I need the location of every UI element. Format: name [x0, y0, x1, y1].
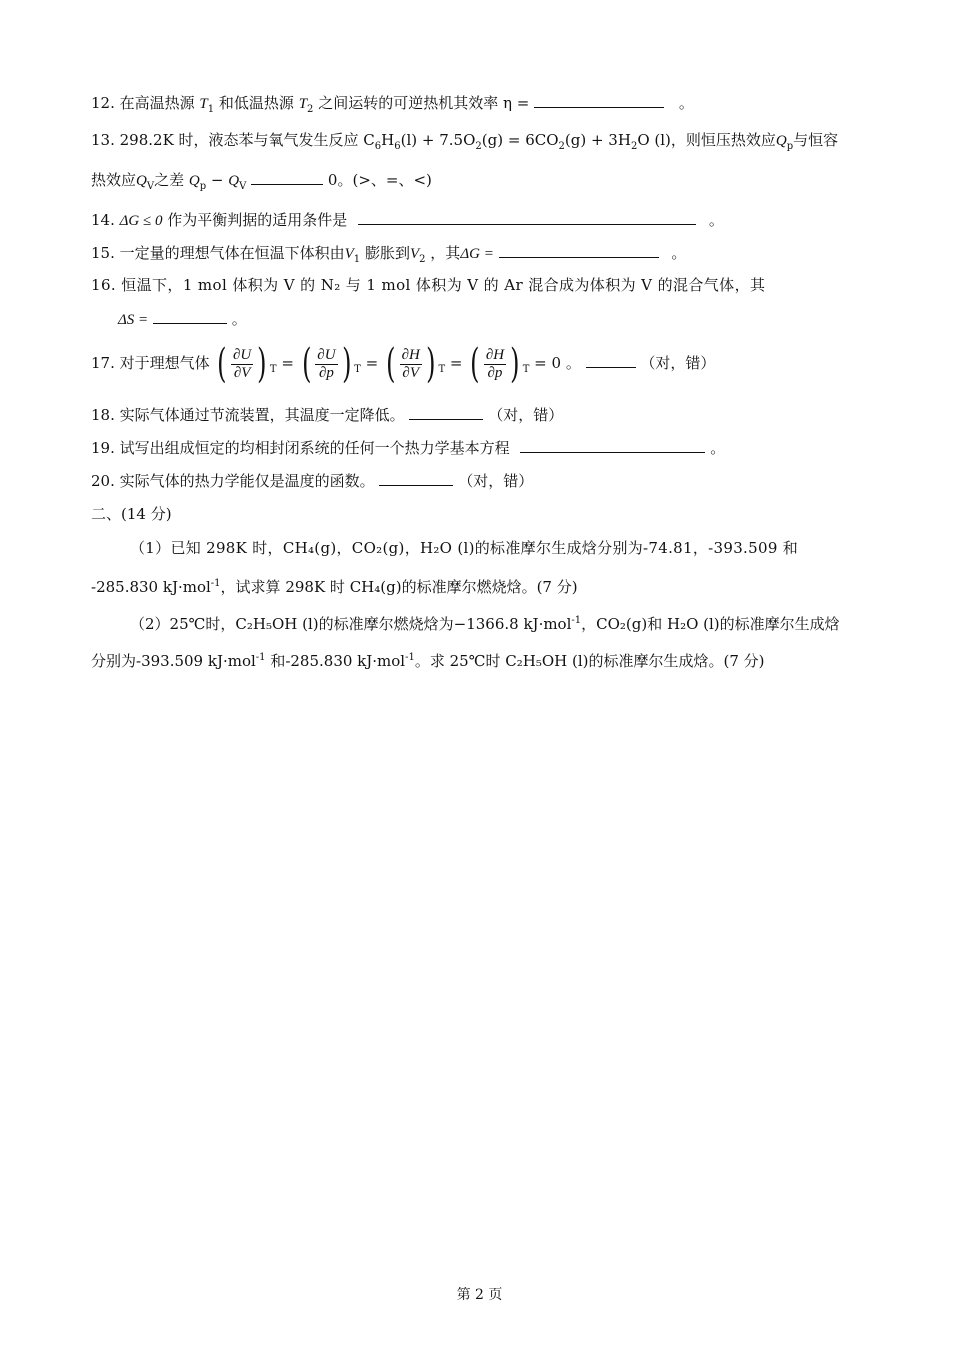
section-2-title: 二、(14 分): [91, 505, 172, 523]
answer-blank-15[interactable]: [499, 243, 659, 258]
page-number: 第 2 页: [456, 1287, 503, 1303]
question-20: 20. 实际气体的热力学能仅是温度的函数。 （对，错）: [91, 472, 534, 490]
answer-blank-19[interactable]: [520, 438, 705, 453]
question-14: 14. ΔG ≤ 0 作为平衡判据的适用条件是 。: [91, 211, 724, 229]
problem-2-line1: （2）25℃时，C₂H₅OH (l)的标准摩尔燃烧焓为−1366.8 kJ·mol$^{-1}$，CO₂(g)和 H₂O (l)的标准摩尔生成焓: [130, 615, 840, 633]
question-15: 15. 一定量的理想气体在恒温下体积由$V_1$ 膨胀到$V_2$ ，其ΔG = 。: [91, 244, 687, 265]
answer-blank-20[interactable]: [379, 471, 453, 486]
answer-blank-12[interactable]: [534, 93, 664, 108]
question-17: 17. 对于理想气体 ( $\frac{\partial U}{\partial V}$ ) $_T$ = ( $\frac{\partial U}{\partial p}$ ) $_T$ = ( $\frac{\partial H}{\partial V}$ ) $_T$ = ( $\frac{\partial H}{\partial p}$ ) $_T$ = 0 。 （对，错）: [91, 341, 716, 387]
problem-1-line1: （1）已知 298K 时，CH₄(g)，CO₂(g)，H₂O (l)的标准摩尔生成焓分别为-74.81，-393.509 和: [130, 539, 799, 557]
problem-1-line2: -285.830 kJ·mol$^{-1}$，试求算 298K 时 CH₄(g)的标准摩尔燃烧焓。(7 分): [91, 578, 578, 596]
question-16-line2: ΔS = 。: [118, 310, 247, 328]
question-12: 12. 在高温热源 $T_1$ 和低温热源 $T_2$ 之间运转的可逆热机其效率 η = 。: [91, 94, 694, 115]
problem-2-line2: 分别为-393.509 kJ·mol$^{-1}$ 和-285.830 kJ·mol$^{-1}$。求 25℃时 C₂H₅OH (l)的标准摩尔生成焓。(7 分): [91, 652, 765, 670]
answer-blank-18[interactable]: [409, 405, 483, 420]
question-18: 18. 实际气体通过节流装置，其温度一定降低。 （对，错）: [91, 406, 564, 424]
question-19: 19. 试写出组成恒定的均相封闭系统的任何一个热力学基本方程 。: [91, 439, 726, 457]
answer-blank-13[interactable]: [251, 170, 323, 185]
question-13-line1: 13. 298.2K 时，液态苯与氧气发生反应 $C_6H_6(l) + 7.5O_2(g) = 6CO_2(g) + 3H_2O$ (l)，则恒压热效应$Q_p$与恒容: [91, 131, 839, 152]
answer-blank-16[interactable]: [153, 309, 227, 324]
question-13-line2: 热效应$Q_V$之差 $Q_p - Q_V$ 0。(>、=、<): [91, 171, 432, 192]
answer-blank-17[interactable]: [586, 353, 636, 368]
question-16-line1: 16. 恒温下，1 mol 体积为 V 的 N₂ 与 1 mol 体积为 V 的 Ar 混合成为体积为 V 的混合气体，其: [91, 276, 766, 294]
answer-blank-14[interactable]: [358, 210, 696, 225]
